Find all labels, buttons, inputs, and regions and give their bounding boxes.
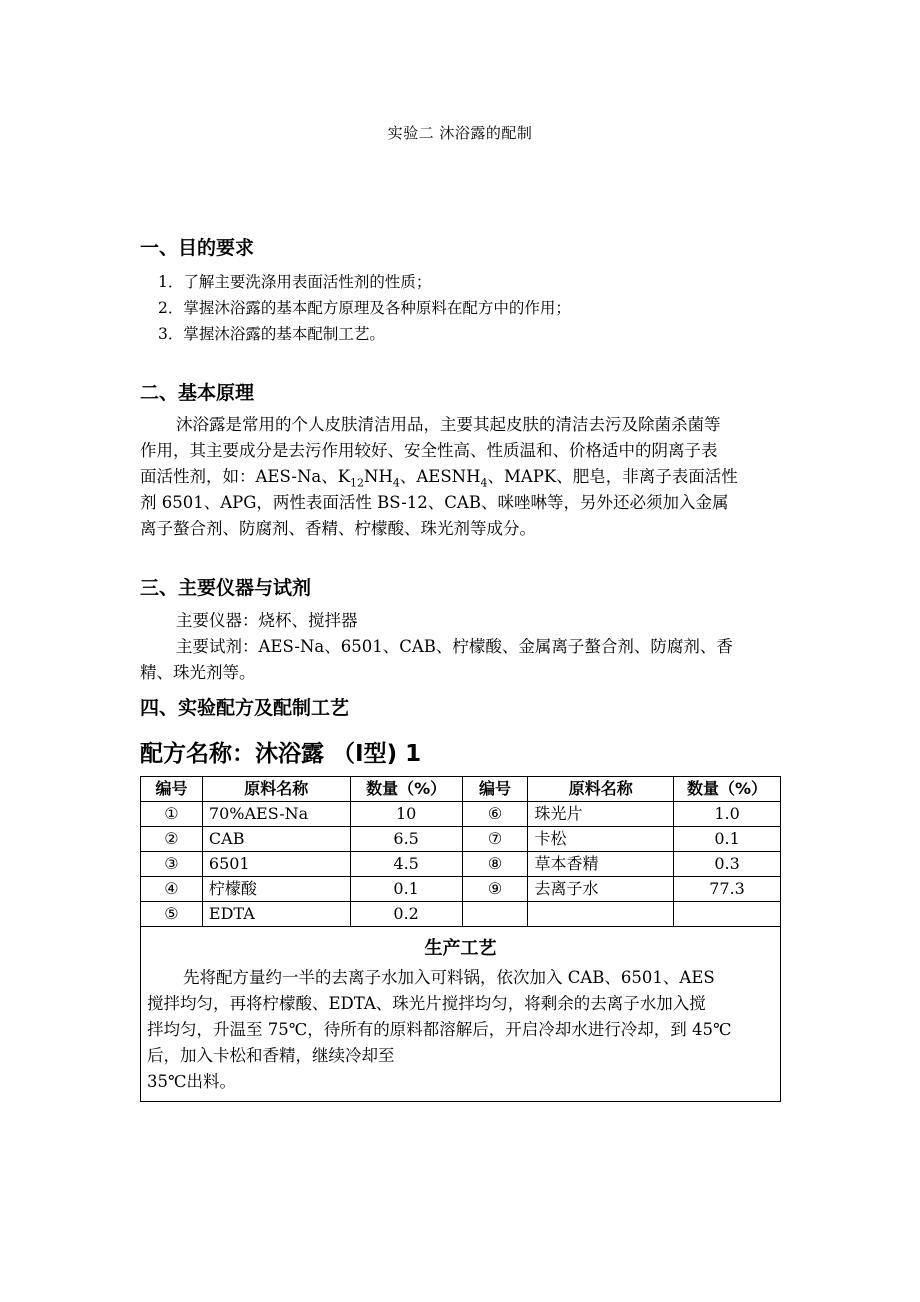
table-row (141, 852, 781, 877)
cell-material: 去离子水 (528, 877, 674, 902)
process-text (141, 963, 780, 1101)
objective-item: 3．掌握沐浴露的基本配制工艺。 (158, 325, 385, 343)
principle-text: NH (364, 467, 393, 486)
principle-line: 剂 6501、APG，两性表面活性 BS-12、CAB、咪唑啉等，另外还必须加入金属 (140, 493, 729, 512)
cell-number: ① (141, 802, 203, 827)
section-heading-instruments: 三、主要仪器与试剂 (140, 577, 312, 599)
cell-material: 70%AES-Na (202, 802, 350, 827)
reagents-line: 主要试剂：AES-Na、6501、CAB、柠檬酸、金属离子螯合剂、防腐剂、香 (176, 637, 733, 656)
table-row (141, 827, 781, 852)
cell-number: ⑨ (462, 877, 528, 902)
table-row (141, 902, 781, 927)
objective-item: 2．掌握沐浴露的基本配方原理及各种原料在配方中的作用； (158, 299, 571, 317)
header-cell: 原料名称 (528, 777, 674, 802)
subscript: 4 (392, 476, 400, 490)
cell-amount: 0.2 (350, 902, 462, 927)
header-cell: 编号 (462, 777, 528, 802)
subscript: 4 (480, 476, 488, 490)
table-header-row (141, 777, 781, 802)
process-row (141, 927, 781, 1102)
cell-number: ③ (141, 852, 203, 877)
cell-material (528, 902, 674, 927)
reagents-line: 精、珠光剂等。 (140, 663, 256, 682)
process-line: 先将配方量约一半的去离子水加入可料锅，依次加入 CAB、6501、AES (183, 968, 715, 987)
cell-material: EDTA (202, 902, 350, 927)
principle-text: 、AESNH (399, 467, 481, 486)
cell-number: ⑧ (462, 852, 528, 877)
cell-number: ② (141, 827, 203, 852)
cell-material: 卡松 (528, 827, 674, 852)
cell-amount: 4.5 (350, 852, 462, 877)
cell-number (462, 902, 528, 927)
objective-item: 1．了解主要洗涤用表面活性剂的性质； (158, 273, 432, 291)
subscript: 12 (350, 476, 365, 490)
page-title: 实验二 沐浴露的配制 (387, 124, 533, 142)
cell-amount (674, 902, 781, 927)
cell-material: 草本香精 (528, 852, 674, 877)
process-line: 后，加入卡松和香精，继续冷却至 (147, 1046, 395, 1065)
principle-line: 作用，其主要成分是去污作用较好、安全性高、性质温和、价格适中的阴离子表 (140, 441, 718, 460)
table-row (141, 877, 781, 902)
principle-line: 沐浴露是常用的个人皮肤清洁用品，主要其起皮肤的清洁去污及除菌杀菌等 (176, 415, 721, 434)
process-line: 拌均匀，升温至 75℃，待所有的原料都溶解后，开启冷却水进行冷却，到 45℃ (147, 1020, 732, 1039)
process-title: 生产工艺 (424, 938, 497, 959)
cell-number: ⑥ (462, 802, 528, 827)
section-heading-objectives: 一、目的要求 (140, 237, 255, 259)
cell-amount: 1.0 (674, 802, 781, 827)
instruments-line: 主要仪器：烧杯、搅拌器 (176, 611, 358, 630)
cell-material: 柠檬酸 (202, 877, 350, 902)
cell-number: ⑦ (462, 827, 528, 852)
cell-material: 6501 (202, 852, 350, 877)
principle-text: 、MAPK、肥皂，非离子表面活性 (487, 467, 738, 486)
section-heading-principle: 二、基本原理 (140, 382, 255, 404)
section-heading-formula: 四、实验配方及配制工艺 (140, 697, 350, 719)
cell-number: ⑤ (141, 902, 203, 927)
formula-table (140, 776, 781, 1102)
cell-material: CAB (202, 827, 350, 852)
cell-amount: 77.3 (674, 877, 781, 902)
process-line: 搅拌均匀，再将柠檬酸、EDTA、珠光片搅拌均匀，将剩余的去离子水加入搅 (147, 994, 706, 1013)
cell-amount: 6.5 (350, 827, 462, 852)
table-row (141, 802, 781, 827)
cell-amount: 10 (350, 802, 462, 827)
principle-text: 面活性剂，如：AES-Na、K (140, 467, 351, 486)
principle-line: 离子螯合剂、防腐剂、香精、柠檬酸、珠光剂等成分。 (140, 519, 536, 538)
cell-number: ④ (141, 877, 203, 902)
process-cell (141, 927, 781, 1102)
cell-amount: 0.1 (350, 877, 462, 902)
formula-name: 配方名称：沐浴露 （Ⅰ型) 1 (140, 741, 422, 767)
header-cell: 数量（%） (674, 777, 781, 802)
header-cell: 数量（%） (350, 777, 462, 802)
cell-amount: 0.1 (674, 827, 781, 852)
header-cell: 编号 (141, 777, 203, 802)
process-line: 35℃出料。 (147, 1072, 236, 1091)
header-cell: 原料名称 (202, 777, 350, 802)
cell-amount: 0.3 (674, 852, 781, 877)
cell-material: 珠光片 (528, 802, 674, 827)
